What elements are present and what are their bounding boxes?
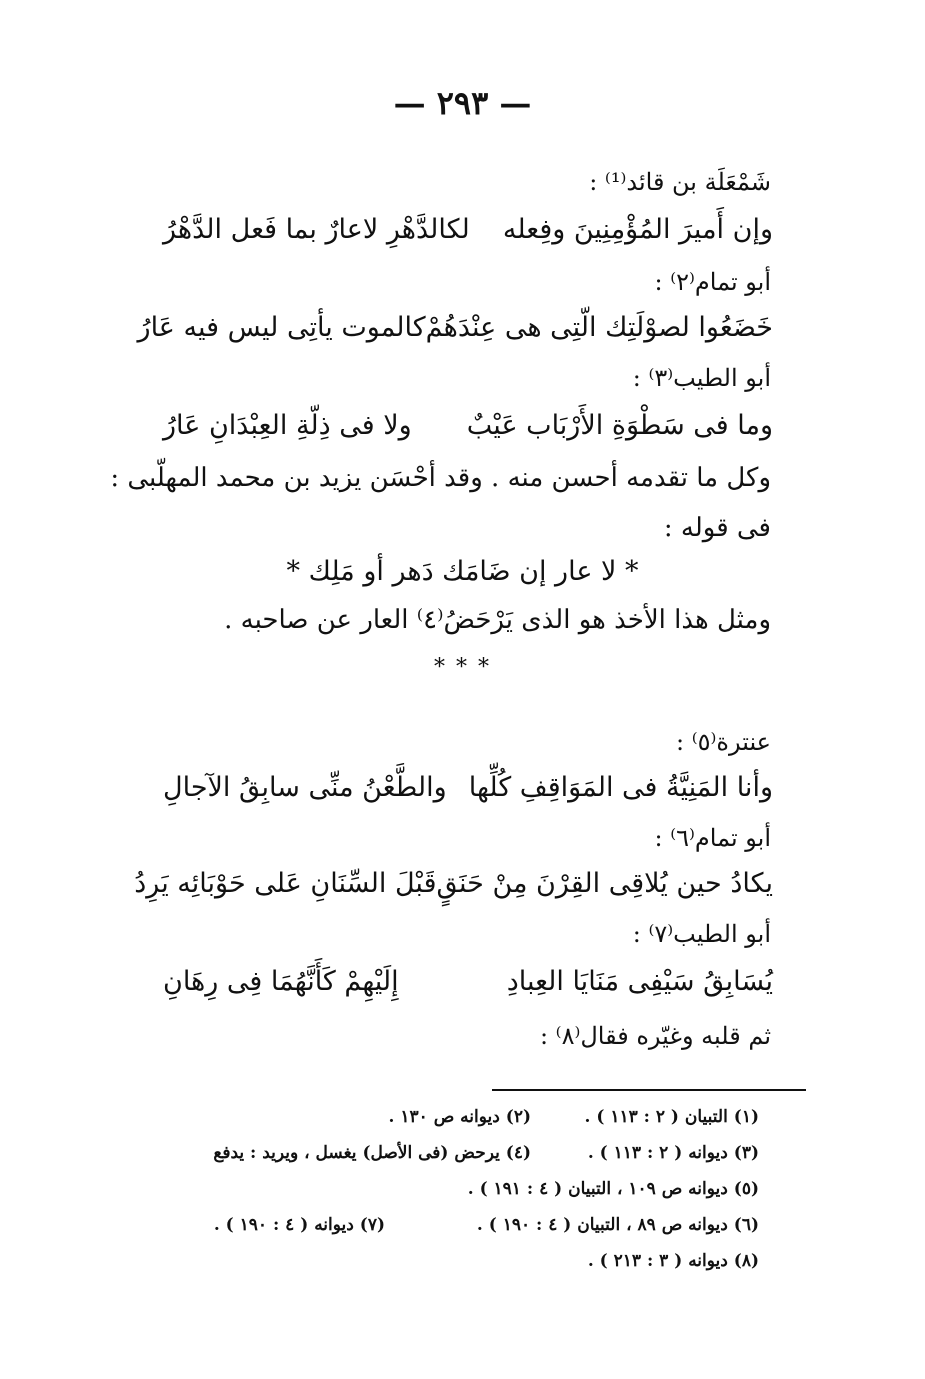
footnote: (٥) ديوانه ص ١٠٩ ، التبيان ( ٤ : ١٩١ ) . <box>467 1179 759 1199</box>
verse-second-hemistich: والطَّعْنُ منِّى سابِقُ الآجالِ <box>163 772 447 803</box>
prose-line: فى قوله : <box>663 513 771 543</box>
verse-first-hemistich: وأنا المَنِيَّةُ فى المَوَاقِفِ كُلِّها <box>468 772 773 803</box>
prose-line: ثم قلبه وغيّره فقال⁽٨⁾ : <box>539 1022 771 1050</box>
footnote: (٦) ديوانه ص ٨٩ ، التبيان ( ٤ : ١٩٠ ) . <box>476 1215 759 1235</box>
poet-name: شَمْعَلَة بن قائد⁽¹⁾ : <box>589 168 771 196</box>
verse-line <box>163 404 773 448</box>
poet-name: أبو تمام⁽٦⁾ : <box>654 824 771 852</box>
verse-line <box>134 862 773 906</box>
verse-line <box>137 306 773 350</box>
footnote: (٢) ديوانه ص ١٣٠ . <box>388 1107 531 1127</box>
footnote: (١) التبيان ( ٢ : ١١٣ ) . <box>584 1107 759 1127</box>
footnote: (٣) ديوانه ( ٢ : ١١٣ ) . <box>587 1143 759 1163</box>
verse-first-hemistich: وإن أَميرَ المُؤْمِنِينَ وفِعله <box>502 214 773 245</box>
poet-name: أبو الطيب⁽٣⁾ : <box>632 364 771 392</box>
prose-line: ومثل هذا الأخذ هو الذى يَرْحَضُ⁽٤⁾ العار عن صاحبه . <box>224 605 771 635</box>
poet-name: أبو تمام⁽٢⁾ : <box>654 268 771 296</box>
verse-second-hemistich: قَبْلَ السِّنَانِ عَلى حَوْبَائِه يَرِدُ <box>134 868 437 899</box>
verse-second-hemistich: ولا فى ذِلّةِ العِبْدَانِ عَارُ <box>163 410 412 441</box>
verse-line <box>163 960 773 1004</box>
section-separator-stars: * * * <box>434 655 491 680</box>
footnote: (٤) يرحض (فى الأصل) يغسل ، ويريد : يدفع <box>213 1143 531 1163</box>
footnote: (٧) ديوانه ( ٤ : ١٩٠ ) . <box>213 1215 385 1235</box>
verse-second-hemistich: لكالدَّهْرِ لاعارٌ بما فَعل الدَّهْرُ <box>163 214 470 245</box>
verse-first-hemistich: وما فى سَطْوَةِ الأَرْبَاب عَيْبٌ <box>466 410 773 441</box>
footnote-divider <box>492 1089 806 1091</box>
prose-line: وكل ما تقدمه أحسن منه . وقد أحْسَن يزيد بن محمد المهلّبى : <box>110 463 771 493</box>
poet-name: عنترة⁽٥⁾ : <box>675 728 771 756</box>
verse-first-hemistich: يكادُ حين يُلاقِى القِرْنَ مِنْ حَنَقٍ <box>436 868 773 899</box>
page-number: — ٢٩٣ — <box>393 84 532 122</box>
quoted-hemistich: * لا عار إن ضَامَك دَهر أو مَلِك * <box>286 556 639 587</box>
verse-first-hemistich: يُسَابِقُ سَيْفِى مَنَايَا العِبادِ <box>506 966 773 997</box>
verse-second-hemistich: كالموت يأتِى ليس فيه عَارُ <box>137 312 426 343</box>
footnote: (٨) ديوانه ( ٣ : ٢١٣ ) . <box>587 1251 759 1271</box>
verse-first-hemistich: خَضَعُوا لصوْلَتِك الّتِى هى عِنْدَهُمْ <box>425 312 773 343</box>
poet-name: أبو الطيب⁽٧⁾ : <box>632 920 771 948</box>
verse-second-hemistich: إِلَيْهِمْ كَأَنَّهُمَا فِى رِهَانِ <box>163 966 399 997</box>
verse-line <box>163 766 773 810</box>
verse-line <box>163 208 773 252</box>
